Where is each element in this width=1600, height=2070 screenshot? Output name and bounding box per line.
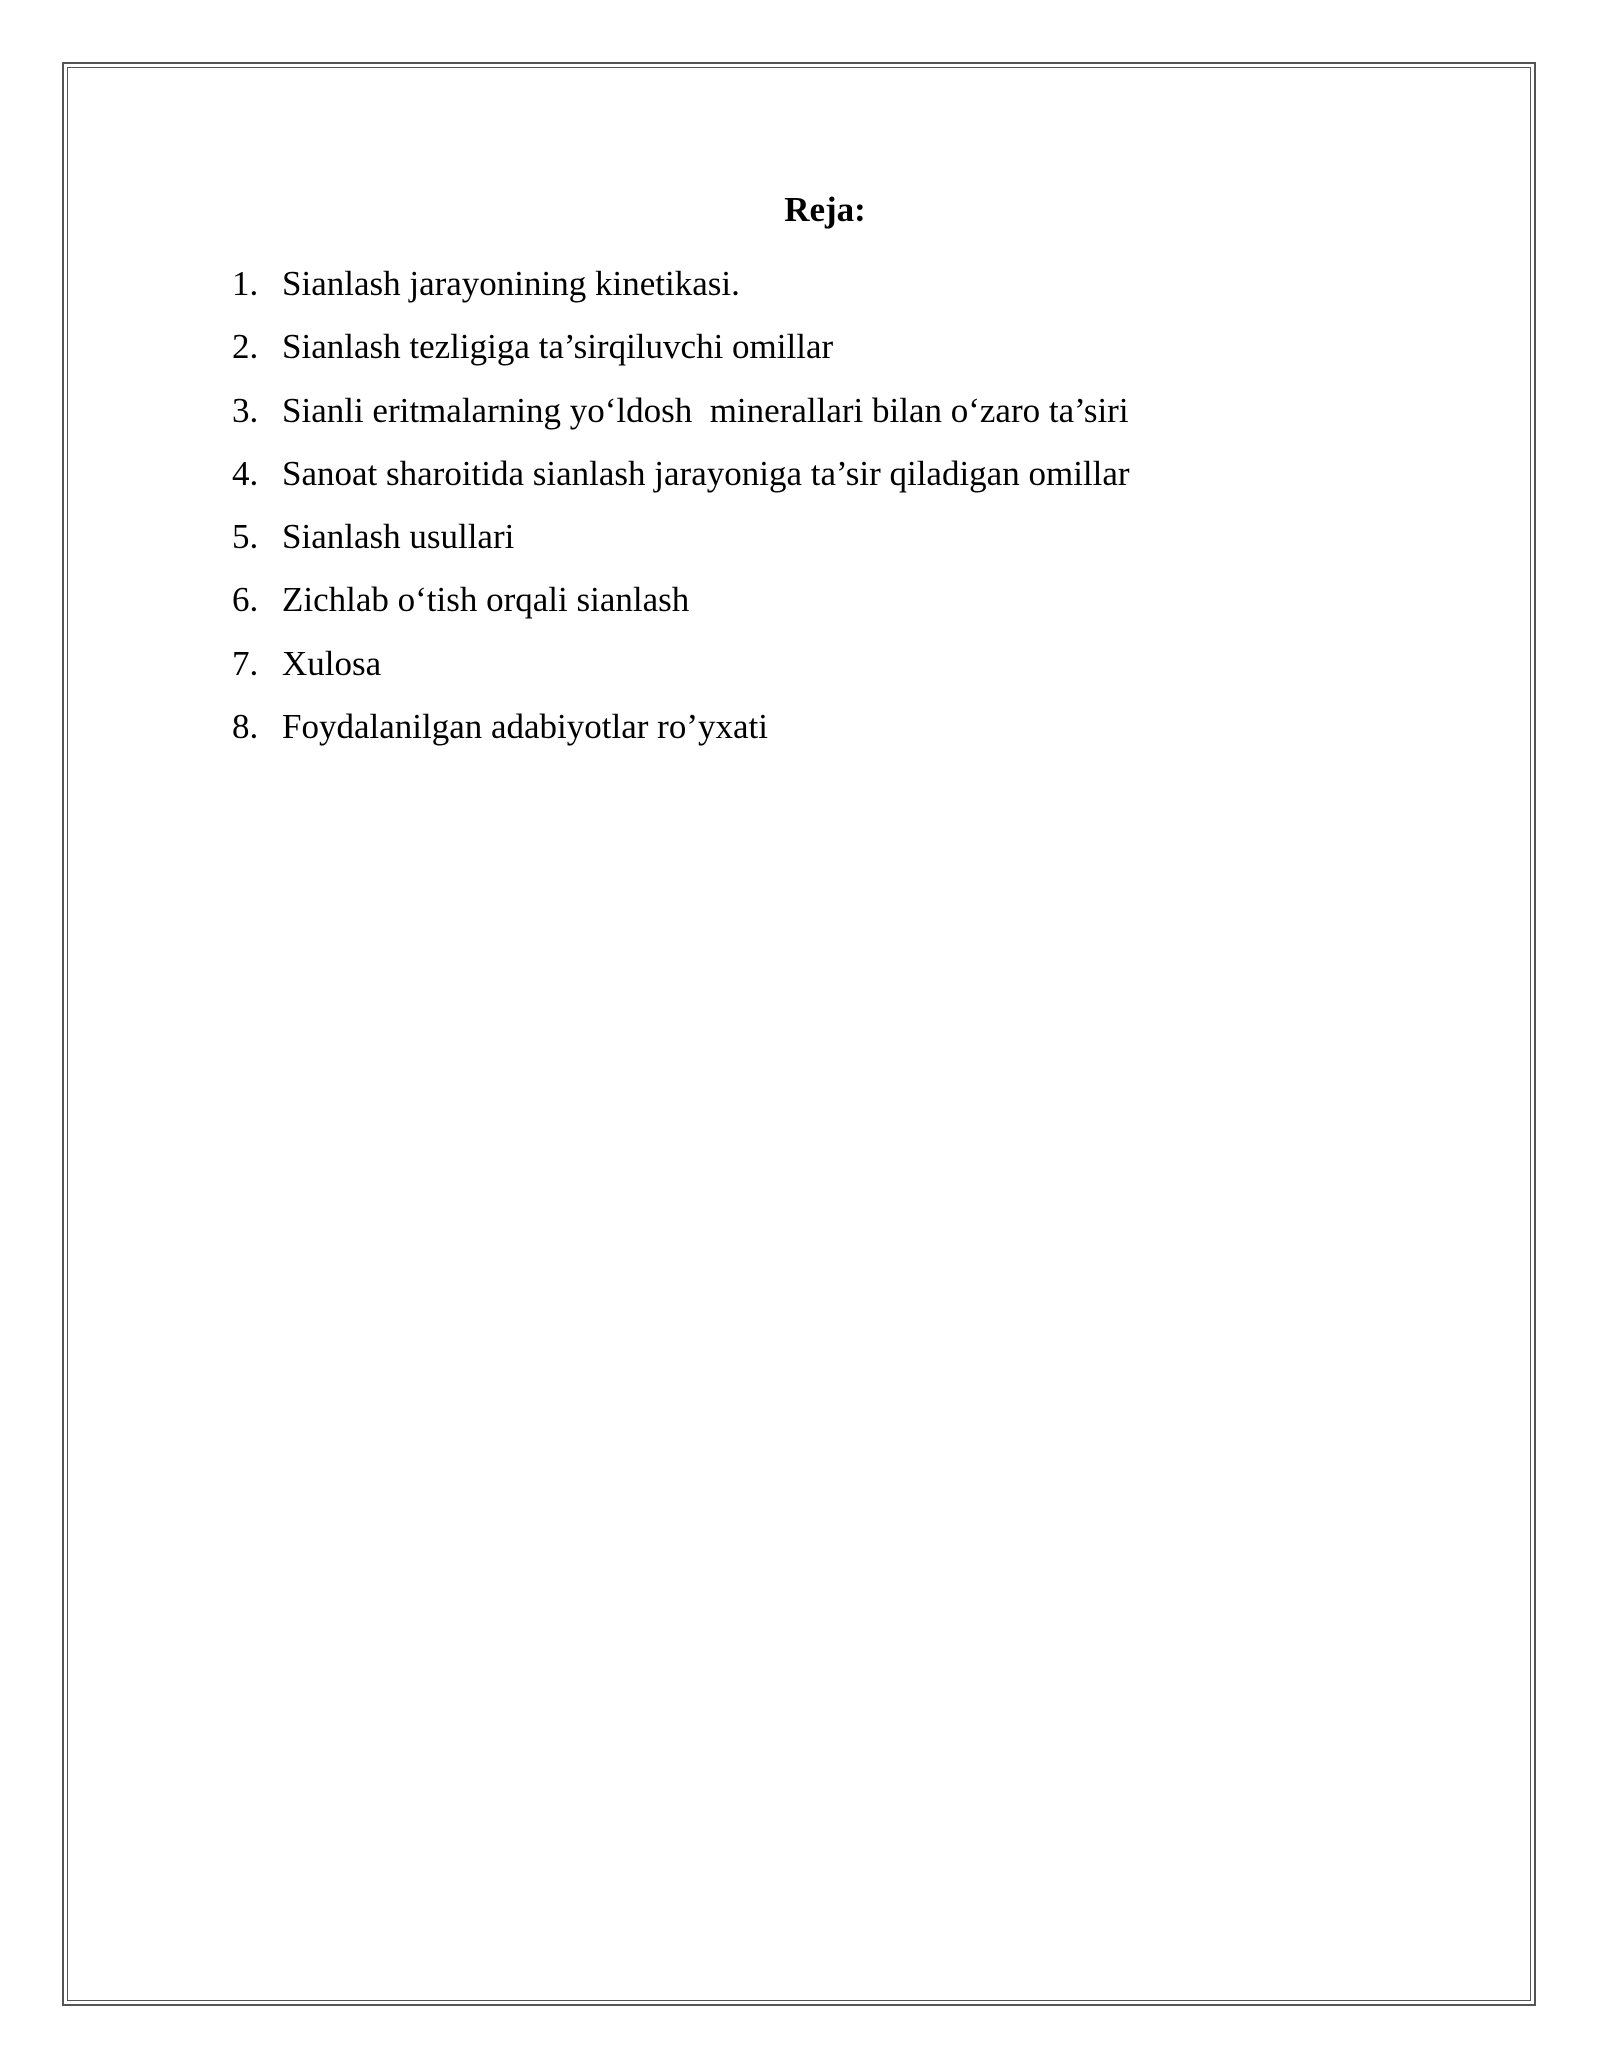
list-item-text: Zichlab o‘tish orqali sianlash (282, 580, 690, 620)
list-item (232, 705, 1130, 768)
list-item-number: 6. (232, 580, 259, 620)
list-item-text: Sianlash usullari (282, 517, 515, 557)
list-item-text: Sianli eritmalarning yo‘ldosh minerallari bilan o‘zaro ta’siri (282, 390, 1129, 430)
list-item (232, 262, 1130, 325)
list-item-number: 8. (232, 707, 259, 747)
list-item (232, 325, 1130, 388)
page-title: Reja: (784, 190, 866, 229)
list-item-number: 4. (232, 453, 259, 493)
list-item (232, 515, 1130, 578)
list-item (232, 389, 1130, 452)
list-item-number: 7. (232, 643, 259, 683)
list-item (232, 452, 1130, 515)
list-item-text: Sianlash jarayonining kinetikasi. (282, 264, 740, 303)
list-item-text: Foydalanilgan adabiyotlar ro’yxati (282, 707, 768, 747)
list-item (232, 642, 1130, 705)
list-item-number: 1. (232, 264, 259, 303)
list-item-text: Sanoat sharoitida sianlash jarayoniga ta’sir qiladigan omillar (282, 453, 1130, 493)
list-item-number: 2. (232, 327, 259, 367)
list-item-text: Xulosa (282, 643, 382, 683)
plan-list (232, 262, 1130, 768)
list-item (232, 578, 1130, 641)
list-item-number: 5. (232, 517, 259, 557)
list-item-text: Sianlash tezligiga ta’sirqiluvchi omillar (282, 327, 834, 367)
list-item-number: 3. (232, 390, 259, 430)
